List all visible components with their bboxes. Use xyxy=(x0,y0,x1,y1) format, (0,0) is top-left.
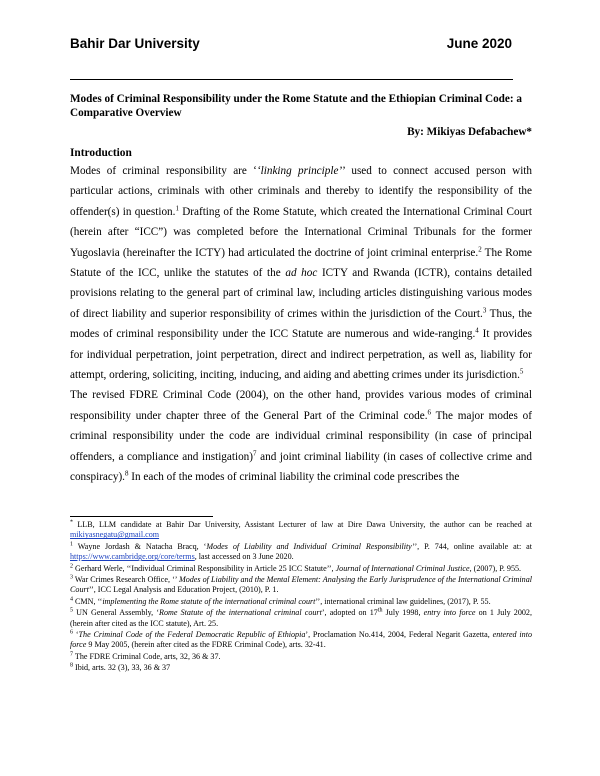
paragraph-1: Modes of criminal responsibility are ‘‘linking principle’’ used to connect accused person with particular actions, criminals with other criminals and thereby to identify the responsibility of the offender(s) in question.$^1$ Drafting of the Rome Statute, which created the International Criminal Court (herein after “ICC”) was completed before the International Criminal Tribunals for the former Yugoslavia (hereinafter the ICTY) had articulated the doctrine of joint criminal enterprise.$^2$ The Rome Statute of the ICC, unlike the statutes of the ad hoc ICTY and Rwanda (ICTR), contains detailed provisions relating to the general part of criminal law, including articles distinguishing various modes of direct liability and superior responsibility of crimes within the jurisdiction of the Court.$^3$ Thus, the modes of criminal responsibility under the ICC Statute are numerous and wide-ranging.$^4$ It provides for individual perpetration, joint perpetration, direct and indirect perpetration, as well as, liability for attempt, ordering, soliciting, inciting, inducing, and aiding and abetting crimes under its jurisdiction.$^5$ xyxy=(70,165,533,382)
footnote-rule xyxy=(70,516,213,517)
footnote-3: $^3$ War Crimes Research Office, ‘’ Modes of Liability and the Mental Element: Analysing the Early Jurisprudence of the International Criminal Court’’, ICC Legal Analysis and Education Project, (2010), P. 1. xyxy=(70,574,532,595)
footnote-8: $^8$ Ibid, arts. 32 (3), 33, 36 & 37 xyxy=(70,662,171,673)
section-heading: Introduction xyxy=(70,147,132,159)
body-text xyxy=(70,161,532,488)
footnote-ref-4[interactable]: 4 xyxy=(475,326,479,335)
footnote-4: $^4$ CMN, ‘‘implementing the Rome statute of the international criminal court’’, international criminal law guidelines, (2017), P. 55. xyxy=(70,596,491,606)
header-date: June 2020 xyxy=(446,36,512,51)
footnote-star: * LLB, LLM candidate at Bahir Dar University, Assistant Lecturer of law at Dire Dawa University, the author can be reached at mikiyasnegatu@gmail.com xyxy=(70,519,532,540)
footnote-ref-2[interactable]: 2 xyxy=(478,244,482,253)
paragraph-2: The revised FDRE Criminal Code (2004), on the other hand, provides various modes of criminal responsibility under chapter three of the General Part of the Criminal code.$^6$ The major modes of criminal responsibility under the code are individual criminal responsibility (in case of principal offenders, a compliance and instigation)$^7$ and joint criminal liability (in cases of collective crime and conspiracy).$^8$ In each of the modes of criminal liability the criminal code prescribes the xyxy=(70,389,532,484)
footnotes xyxy=(70,520,532,675)
footnote-2: $^2$ Gerhard Werle, ‘‘Individual Criminal Responsibility in Article 25 ICC Statute’’, Journal of International Criminal Justice, (2007), P. 955. xyxy=(70,562,522,573)
footnote-ref-5[interactable]: 5 xyxy=(519,367,524,376)
header-institution: Bahir Dar University xyxy=(70,36,200,51)
footnote-ref-3[interactable]: 3 xyxy=(482,306,487,315)
footnote-ref-6[interactable]: 6 xyxy=(427,408,431,417)
footnote-ref-8[interactable]: 8 xyxy=(124,469,129,478)
paper-title: Modes of Criminal Responsibility under the Rome Statute and the Ethiopian Criminal Code: a Comparative Overview xyxy=(70,93,522,119)
author-line: By: Mikiyas Defabachew* xyxy=(407,126,532,138)
page-header xyxy=(70,36,512,51)
author-email-link[interactable]: mikiyasnegatu@gmail.com xyxy=(70,530,160,540)
footnote-6: $^6$ ‘The Criminal Code of the Federal Democratic Republic of Ethiopia’, Proclamation No.414, 2004, Federal Negarit Gazetta, entered into force 9 May 2005, (herein after cited as the FDRE Criminal Code), arts. 32-41. xyxy=(70,629,533,650)
footnote-7: $^7$ The FDRE Criminal Code, arts, 32, 36 & 37. xyxy=(70,651,221,661)
footnote-ref-1[interactable]: 1 xyxy=(175,204,179,213)
footnote-ref-7[interactable]: 7 xyxy=(253,448,257,457)
header-rule xyxy=(70,79,513,80)
cambridge-url-link[interactable]: https://www.cambridge.org/core/terms xyxy=(70,552,195,562)
footnote-1: $^1$ Wayne Jordash & Natacha Bracq, ‘Modes of Liability and Individual Criminal Responsibility’’, P. 744, online available at: at https://www.cambridge.org/core/terms, last accessed on 3 June 2020. xyxy=(70,541,532,562)
footnote-5: $^5$ UN General Assembly, ‘Rome Statute of the international criminal court’, adopted on 17th July 1998, entry into force on 1 July 2002, (herein after cited as the ICC statute), Art. 25. xyxy=(70,607,532,628)
